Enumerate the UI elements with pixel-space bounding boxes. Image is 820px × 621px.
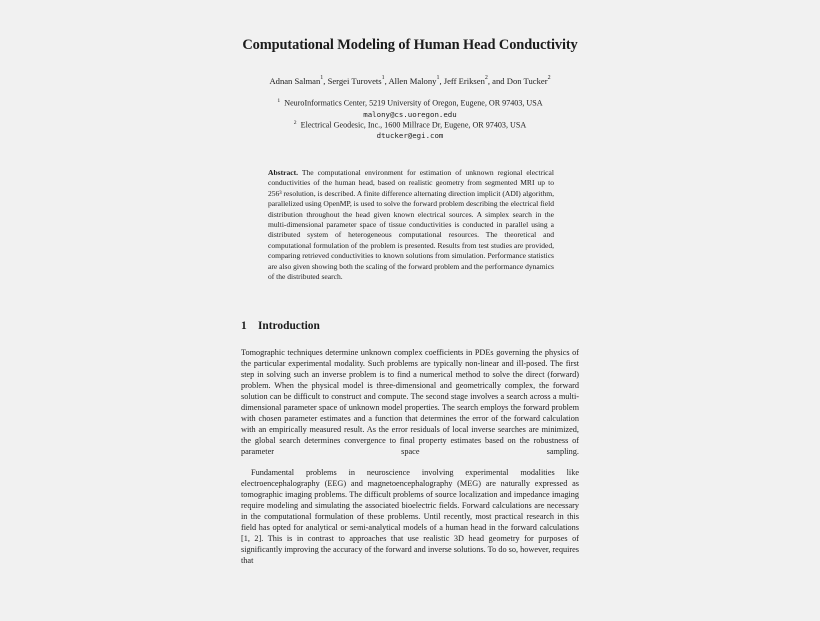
author xyxy=(507,76,551,86)
affiliation-text: NeuroInformatics Center, 5219 University of Oregon, Eugene, OR 97403, USA xyxy=(284,98,543,108)
affiliation-mark: 2 xyxy=(293,120,297,126)
affiliation-mark: 2 xyxy=(547,75,551,82)
author-name: Sergei Turovets xyxy=(327,76,382,86)
affiliation-mark: 1 xyxy=(381,75,385,82)
abstract xyxy=(268,168,554,282)
affiliation-text: Electrical Geodesic, Inc., 1600 Millrace Dr, Eugene, OR 97403, USA xyxy=(300,120,527,130)
section-title: Introduction xyxy=(258,320,320,332)
author-separator: , xyxy=(439,76,444,86)
affiliation-mark: 1 xyxy=(436,75,440,82)
abstract-label: Abstract. xyxy=(268,168,298,177)
author-name: Allen Malony xyxy=(388,76,437,86)
affiliation-email: dtucker@egi.com xyxy=(376,131,444,140)
author xyxy=(269,76,323,86)
section-heading xyxy=(241,320,320,332)
paper-title: Computational Modeling of Human Head Conductivity xyxy=(242,37,578,53)
author-separator: , and xyxy=(487,76,507,86)
author xyxy=(444,76,488,86)
affiliation xyxy=(0,120,820,130)
author-separator: , xyxy=(384,76,389,86)
affiliation-email: malony@cs.uoregon.edu xyxy=(363,110,457,119)
author-name: Jeff Eriksen xyxy=(443,76,485,86)
affiliation xyxy=(0,98,820,108)
author xyxy=(388,76,439,86)
author-name: Don Tucker xyxy=(506,76,548,86)
body-paragraph: Tomographic techniques determine unknown complex coefficients in PDEs governing the physics of the particular experimental modality. Such problems are typically non-linear and ill-posed. The first step in solving such an inverse problem is to find a numerical method to solve the direct (forward) problem. When the physical model is three-dimensional and geometrically complex, the forward solution can be difficult to construct and compute. The second stage involves a search across a multi-dimensional parameter space of unknown model properties. The search employs the forward problem with chosen parameter estimates and a function that determines the error of the forward calculation with an empirically measured result. As the error residuals of local inverse searches are minimized, the global search determines convergence to final property estimates based on the robustness of parameter space sampling. xyxy=(241,348,579,457)
affiliation-mark: 2 xyxy=(484,75,488,82)
author xyxy=(328,76,385,86)
affiliation-mark: 1 xyxy=(277,98,281,104)
body-paragraph: Fundamental problems in neuroscience involving experimental modalities like electroencephalography (EEG) and magnetoencephalography (MEG) are naturally expressed as tomographic imaging problems. The difficult problems of source localization and impedance imaging require modeling and simulating the associated bioelectric fields. Forward calculations are necessary in the computational formulation of these problems. Until recently, most practical research in this field has opted for analytical or semi-analytical models of a human head in the forward calculations [1, 2]. This is in contrast to approaches that use realistic 3D head geometry for purposes of significantly improving the accuracy of the forward and inverse solutions. To do so, however, requires that xyxy=(241,468,579,566)
author-name: Adnan Salman xyxy=(269,76,321,86)
abstract-text: The computational environment for estimation of unknown regional electrical conductivities of the human head, based on realistic geometry from segmented MRI up to 256³ resolution, is described. A finite difference alternating direction implicit (ADI) algorithm, parallelized using OpenMP, is used to solve the forward problem describing the electrical field distribution throughout the head given known electrical sources. A simplex search in the multi-dimensional parameter space of tissue conductivities is conducted in parallel using a distributed system of heterogeneous computational resources. The theoretical and computational formulation of the problem is presented. Results from test studies are provided, comparing retrieved conductivities to known solutions from simulation. Performance statistics are also given showing both the scaling of the forward problem and the performance dynamics of the distributed search. xyxy=(268,168,554,282)
author-separator: , xyxy=(323,76,328,86)
section-number: 1 xyxy=(241,320,247,332)
author-list xyxy=(0,76,820,86)
affiliation-mark: 1 xyxy=(320,75,324,82)
